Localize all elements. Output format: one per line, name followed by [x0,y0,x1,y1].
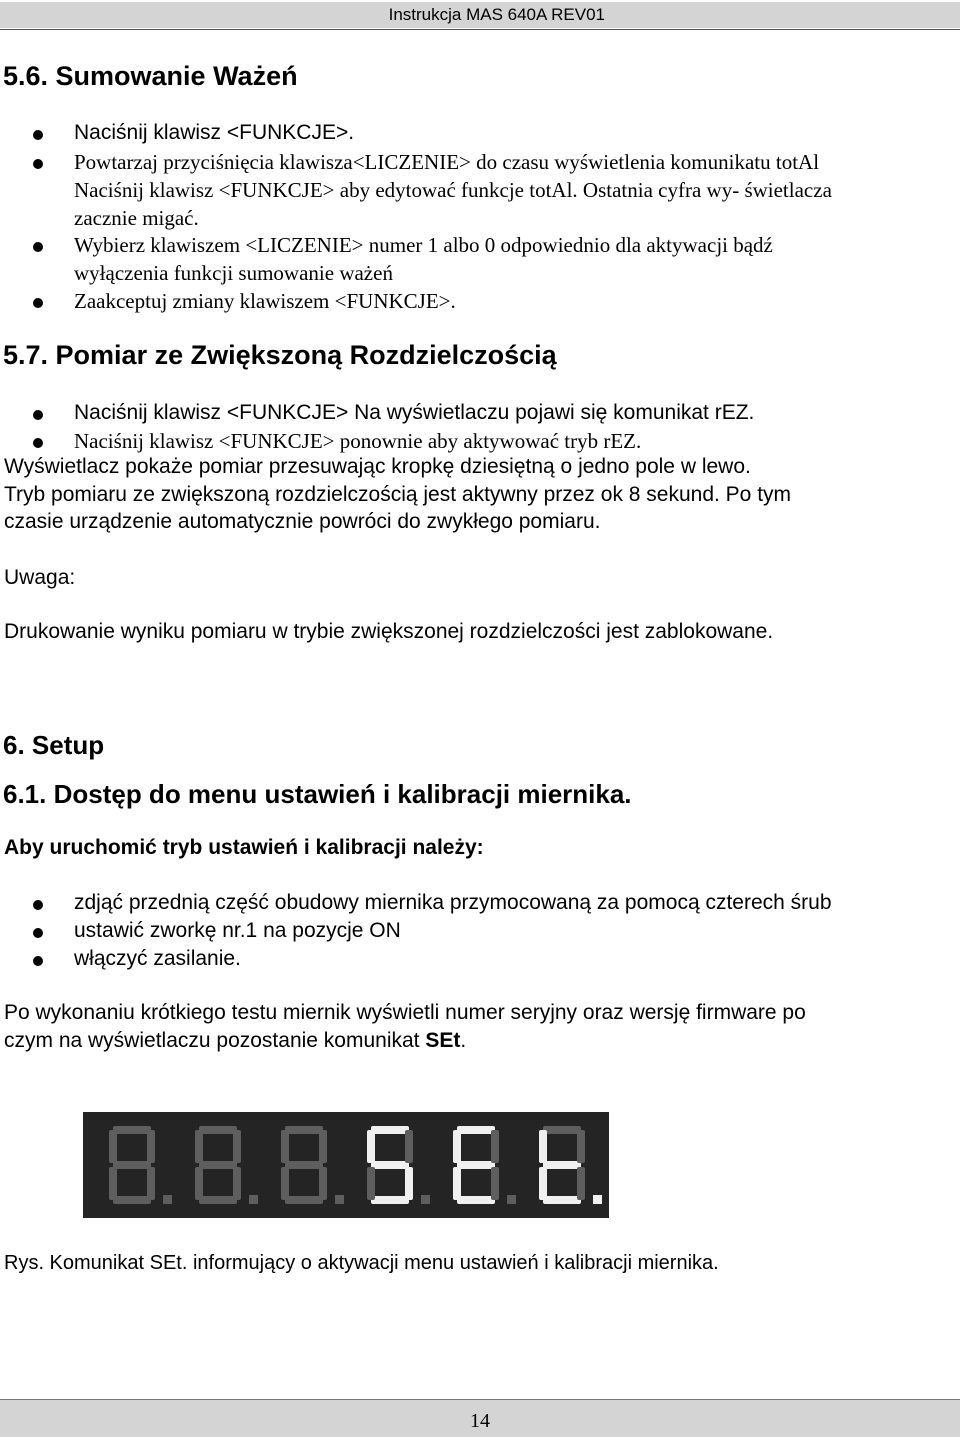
digit-2-segment-b [233,1130,241,1163]
bullet-icon [33,956,43,966]
section-5-7-heading: 5.7. Pomiar ze Zwiększoną Rozdzielczością [3,340,557,370]
sec57-paragraph-line-3: czasie urządzenie automatycznie powróci do zwykłego pomiaru. [4,510,601,533]
digit-5-segment-d [457,1196,495,1204]
digit-2-decimal-point [249,1195,258,1204]
digit-6-segment-c [577,1167,585,1200]
note-label: Uwaga: [4,566,76,589]
sec57-bullet-1: Naciśnij klawisz <FUNKCJE> Na wyświetlaczu pojawi się komunikat rEZ. [74,401,755,424]
note-text: Drukowanie wyniku pomiaru w trybie zwiększonej rozdzielczości jest zablokowane. [4,620,774,643]
bullet-icon [33,130,43,140]
digit-6-segment-a [543,1126,581,1134]
bullet-icon [33,438,43,448]
digit-4-segment-f [367,1130,375,1163]
setup-paragraph-line-1: Po wykonaniu krótkiego testu miernik wyświetli numer seryjny oraz wersję firmware po [4,1001,806,1024]
digit-4-segment-c [405,1167,413,1200]
digit-2-segment-d [199,1196,237,1204]
digit-5-decimal-point [507,1195,516,1204]
seven-segment-display [83,1112,609,1218]
sec56-bullet-3-line-1: Wybierz klawiszem <LICZENIE> numer 1 albo 0 odpowiednio dla aktywacji bądź [74,233,773,257]
digit-2-segment-f [195,1130,203,1163]
figure-caption: Rys. Komunikat SEt. informujący o aktywacji menu ustawień i kalibracji miernika. [4,1252,719,1274]
bullet-icon [33,900,43,910]
digit-2-segment-c [233,1167,241,1200]
document-title: Instrukcja MAS 640A REV01 [388,5,605,24]
digit-5-segment-g [457,1161,495,1169]
bullet-icon [33,410,43,420]
digit-1-segment-g [113,1161,151,1169]
digit-4-segment-g [371,1161,409,1169]
digit-3-segment-b [319,1130,327,1163]
digit-6-segment-b [577,1130,585,1163]
digit-5-segment-e [453,1167,461,1200]
setup-paragraph-text: czym na wyświetlaczu pozostanie komunikat [4,1029,426,1052]
page-header [0,2,960,28]
digit-4-segment-d [371,1196,409,1204]
page-footer [0,1399,960,1437]
sec57-paragraph-line-1: Wyświetlacz pokaże pomiar przesuwając kropkę dziesiętną o jedno pole w lewo. [4,455,751,478]
digit-6-segment-d [543,1196,581,1204]
digit-1-segment-c [147,1167,155,1200]
digit-3-segment-c [319,1167,327,1200]
sec56-bullet-2-line-1: Powtarzaj przyciśnięcia klawisza<LICZENIE> do czasu wyświetlenia komunikatu totAl [74,150,820,174]
digit-1-decimal-point [163,1195,172,1204]
sec57-bullet-2: Naciśnij klawisz <FUNKCJE> ponownie aby aktywować tryb rEZ. [74,429,642,453]
setup-paragraph-end: . [460,1029,467,1052]
digit-6-segment-e [539,1167,547,1200]
sec57-paragraph-line-2: Tryb pomiaru ze zwiększoną rozdzielczością jest aktywny przez ok 8 sekund. Po tym [4,483,792,506]
digit-5-segment-c [491,1167,499,1200]
digit-3-segment-e [281,1167,289,1200]
setup-step-1: zdjąć przednią część obudowy miernika przymocowaną za pomocą czterech śrub [74,891,832,914]
sec56-bullet-1: Naciśnij klawisz <FUNKCJE>. [74,121,355,144]
digit-1-segment-b [147,1130,155,1163]
section-5-6-heading: 5.6. Sumowanie Ważeń [3,61,298,91]
digit-2-segment-e [195,1167,203,1200]
digit-1-segment-d [113,1196,151,1204]
header-divider [0,29,960,30]
sec56-bullet-4: Zaakceptuj zmiany klawiszem <FUNKCJE>. [74,289,456,313]
digit-4-segment-e [367,1167,375,1200]
digit-5-segment-f [453,1130,461,1163]
bullet-icon [33,159,43,169]
digit-5-segment-a [457,1126,495,1134]
digit-2-segment-g [199,1161,237,1169]
digit-3-decimal-point [335,1195,344,1204]
sec56-bullet-3-line-2: wyłączenia funkcji sumowanie ważeń [74,261,393,285]
digit-3-segment-g [285,1161,323,1169]
digit-4-segment-b [405,1130,413,1163]
sec56-bullet-2-line-3: zacznie migać. [74,206,199,230]
setup-intro: Aby uruchomić tryb ustawień i kalibracji należy: [4,836,484,859]
set-message-bold: SEt [425,1029,461,1052]
digit-3-segment-f [281,1130,289,1163]
digit-5-segment-b [491,1130,499,1163]
digit-4-decimal-point [421,1195,430,1204]
digit-2-segment-a [199,1126,237,1134]
section-6-heading: 6. Setup [3,730,105,760]
page-number: 14 [470,1410,490,1432]
digit-1-segment-e [109,1167,117,1200]
digit-6-segment-f [539,1130,547,1163]
bullet-icon [33,298,43,308]
digit-3-segment-d [285,1196,323,1204]
display-digits [83,1112,609,1218]
bullet-icon [33,242,43,252]
digit-6-decimal-point [593,1195,602,1204]
digit-4-segment-a [371,1126,409,1134]
bullet-icon [33,928,43,938]
setup-step-3: włączyć zasilanie. [74,947,241,970]
section-6-1-heading: 6.1. Dostęp do menu ustawień i kalibracji miernika. [3,779,632,809]
digit-1-segment-f [109,1130,117,1163]
setup-step-2: ustawić zworkę nr.1 na pozycje ON [74,919,401,942]
setup-paragraph-line-2 [4,1029,466,1053]
sec56-bullet-2-line-2: Naciśnij klawisz <FUNKCJE> aby edytować funkcje totAl. Ostatnia cyfra wy- świetlacza [74,178,832,202]
digit-6-segment-g [543,1161,581,1169]
digit-1-segment-a [113,1126,151,1134]
digit-3-segment-a [285,1126,323,1134]
